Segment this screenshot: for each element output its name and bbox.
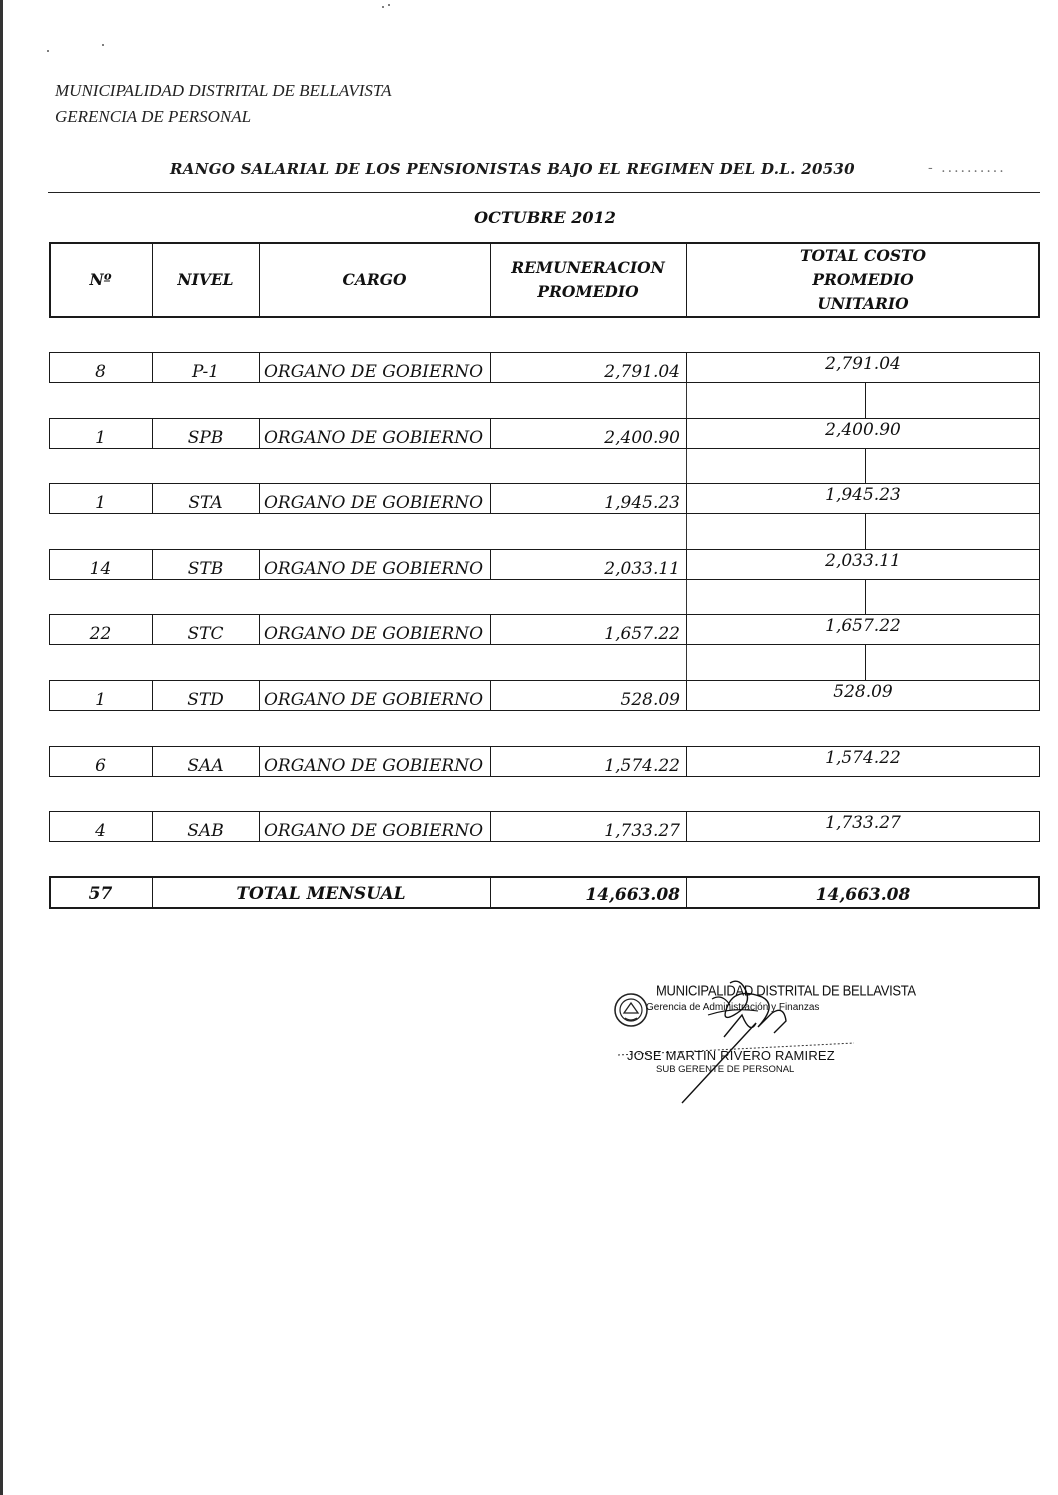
row-total-costo: 2,033.11	[825, 550, 901, 571]
row-number: 6	[95, 755, 106, 776]
col-header-remuneracion: REMUNERACION PROMEDIO	[511, 258, 665, 301]
row-nivel: STB	[187, 558, 224, 579]
total-label: TOTAL MENSUAL	[236, 883, 406, 904]
row-separator-cell	[686, 514, 1040, 549]
row-cargo: ORGANO DE GOBIERNO	[264, 820, 483, 841]
title-rule	[48, 192, 1040, 193]
row-cargo: ORGANO DE GOBIERNO	[264, 492, 483, 513]
row-nivel: STC	[187, 623, 224, 644]
row-nivel: SAB	[187, 820, 224, 841]
total-count: 57	[88, 883, 113, 904]
scan-speck	[47, 50, 49, 52]
col-header-total-costo: TOTAL COSTO PROMEDIO UNITARIO	[799, 246, 927, 313]
row-nivel: SAA	[187, 755, 224, 776]
row-nivel: STA	[188, 492, 223, 513]
municipal-seal-icon	[615, 994, 647, 1026]
signer-name: JOSE MARTIN RIVERO RAMIREZ	[627, 1048, 835, 1063]
institution-name: MUNICIPALIDAD DISTRITAL DE BELLAVISTA	[55, 81, 392, 100]
row-nivel: STD	[187, 689, 224, 710]
row-number: 4	[95, 820, 106, 841]
row-remuneracion: 2,033.11	[604, 558, 680, 579]
row-total-costo: 1,657.22	[825, 615, 901, 636]
row-cargo: ORGANO DE GOBIERNO	[264, 558, 483, 579]
row-remuneracion: 528.09	[620, 689, 680, 710]
department-name: GERENCIA DE PERSONAL	[55, 107, 252, 126]
row-cargo: ORGANO DE GOBIERNO	[264, 623, 483, 644]
row-number: 14	[89, 558, 112, 579]
signature-scribble	[682, 981, 786, 1103]
total-costo: 14,663.08	[815, 885, 911, 905]
row-remuneracion: 1,945.23	[604, 492, 680, 513]
row-total-costo: 1,574.22	[825, 747, 901, 768]
row-total-costo: 2,400.90	[825, 419, 901, 440]
row-separator-cell	[686, 383, 1040, 418]
document-title: RANGO SALARIAL DE LOS PENSIONISTAS BAJO EL REGIMEN DEL D.L. 20530	[170, 160, 855, 178]
signer-role: SUB GERENTE DE PERSONAL	[656, 1064, 795, 1075]
report-month: OCTUBRE 2012	[474, 208, 616, 227]
row-total-costo: 1,945.23	[825, 484, 901, 505]
row-remuneracion: 2,400.90	[604, 427, 680, 448]
stamp-institution: MUNICIPALIDAD DISTRITAL DE BELLAVISTA	[656, 981, 916, 1000]
row-remuneracion: 1,733.27	[604, 820, 680, 841]
row-separator-divider	[865, 383, 866, 418]
scan-speck	[382, 6, 384, 8]
row-number: 1	[95, 689, 106, 710]
row-remuneracion: 2,791.04	[604, 361, 680, 382]
row-cargo: ORGANO DE GOBIERNO	[264, 361, 483, 382]
row-number: 1	[95, 492, 106, 513]
row-number: 8	[95, 361, 106, 382]
scan-speck	[102, 44, 104, 46]
col-header-cargo: CARGO	[342, 270, 407, 289]
col-header-nivel: NIVEL	[177, 270, 234, 289]
row-total-costo: 2,791.04	[825, 353, 901, 374]
row-separator-cell	[686, 645, 1040, 680]
row-total-costo: 528.09	[833, 681, 893, 702]
row-cargo: ORGANO DE GOBIERNO	[264, 689, 483, 710]
stamp-department: Gerencia de Administración y Finanzas	[646, 1002, 820, 1013]
row-remuneracion: 1,657.22	[604, 623, 680, 644]
row-total-costo: 1,733.27	[825, 812, 901, 833]
row-nivel: SPB	[187, 427, 224, 448]
row-number: 1	[95, 427, 106, 448]
title-trailing-dots: - ..........	[928, 160, 1006, 176]
row-nivel: P-1	[191, 361, 220, 382]
row-cargo: ORGANO DE GOBIERNO	[264, 427, 483, 448]
col-header-number: Nº	[89, 270, 112, 289]
row-remuneracion: 1,574.22	[604, 755, 680, 776]
row-separator-divider	[865, 645, 866, 680]
total-remuneracion: 14,663.08	[585, 885, 680, 905]
row-number: 22	[89, 623, 112, 644]
row-cargo: ORGANO DE GOBIERNO	[264, 755, 483, 776]
scan-speck	[388, 4, 390, 6]
row-separator-divider	[865, 514, 866, 549]
